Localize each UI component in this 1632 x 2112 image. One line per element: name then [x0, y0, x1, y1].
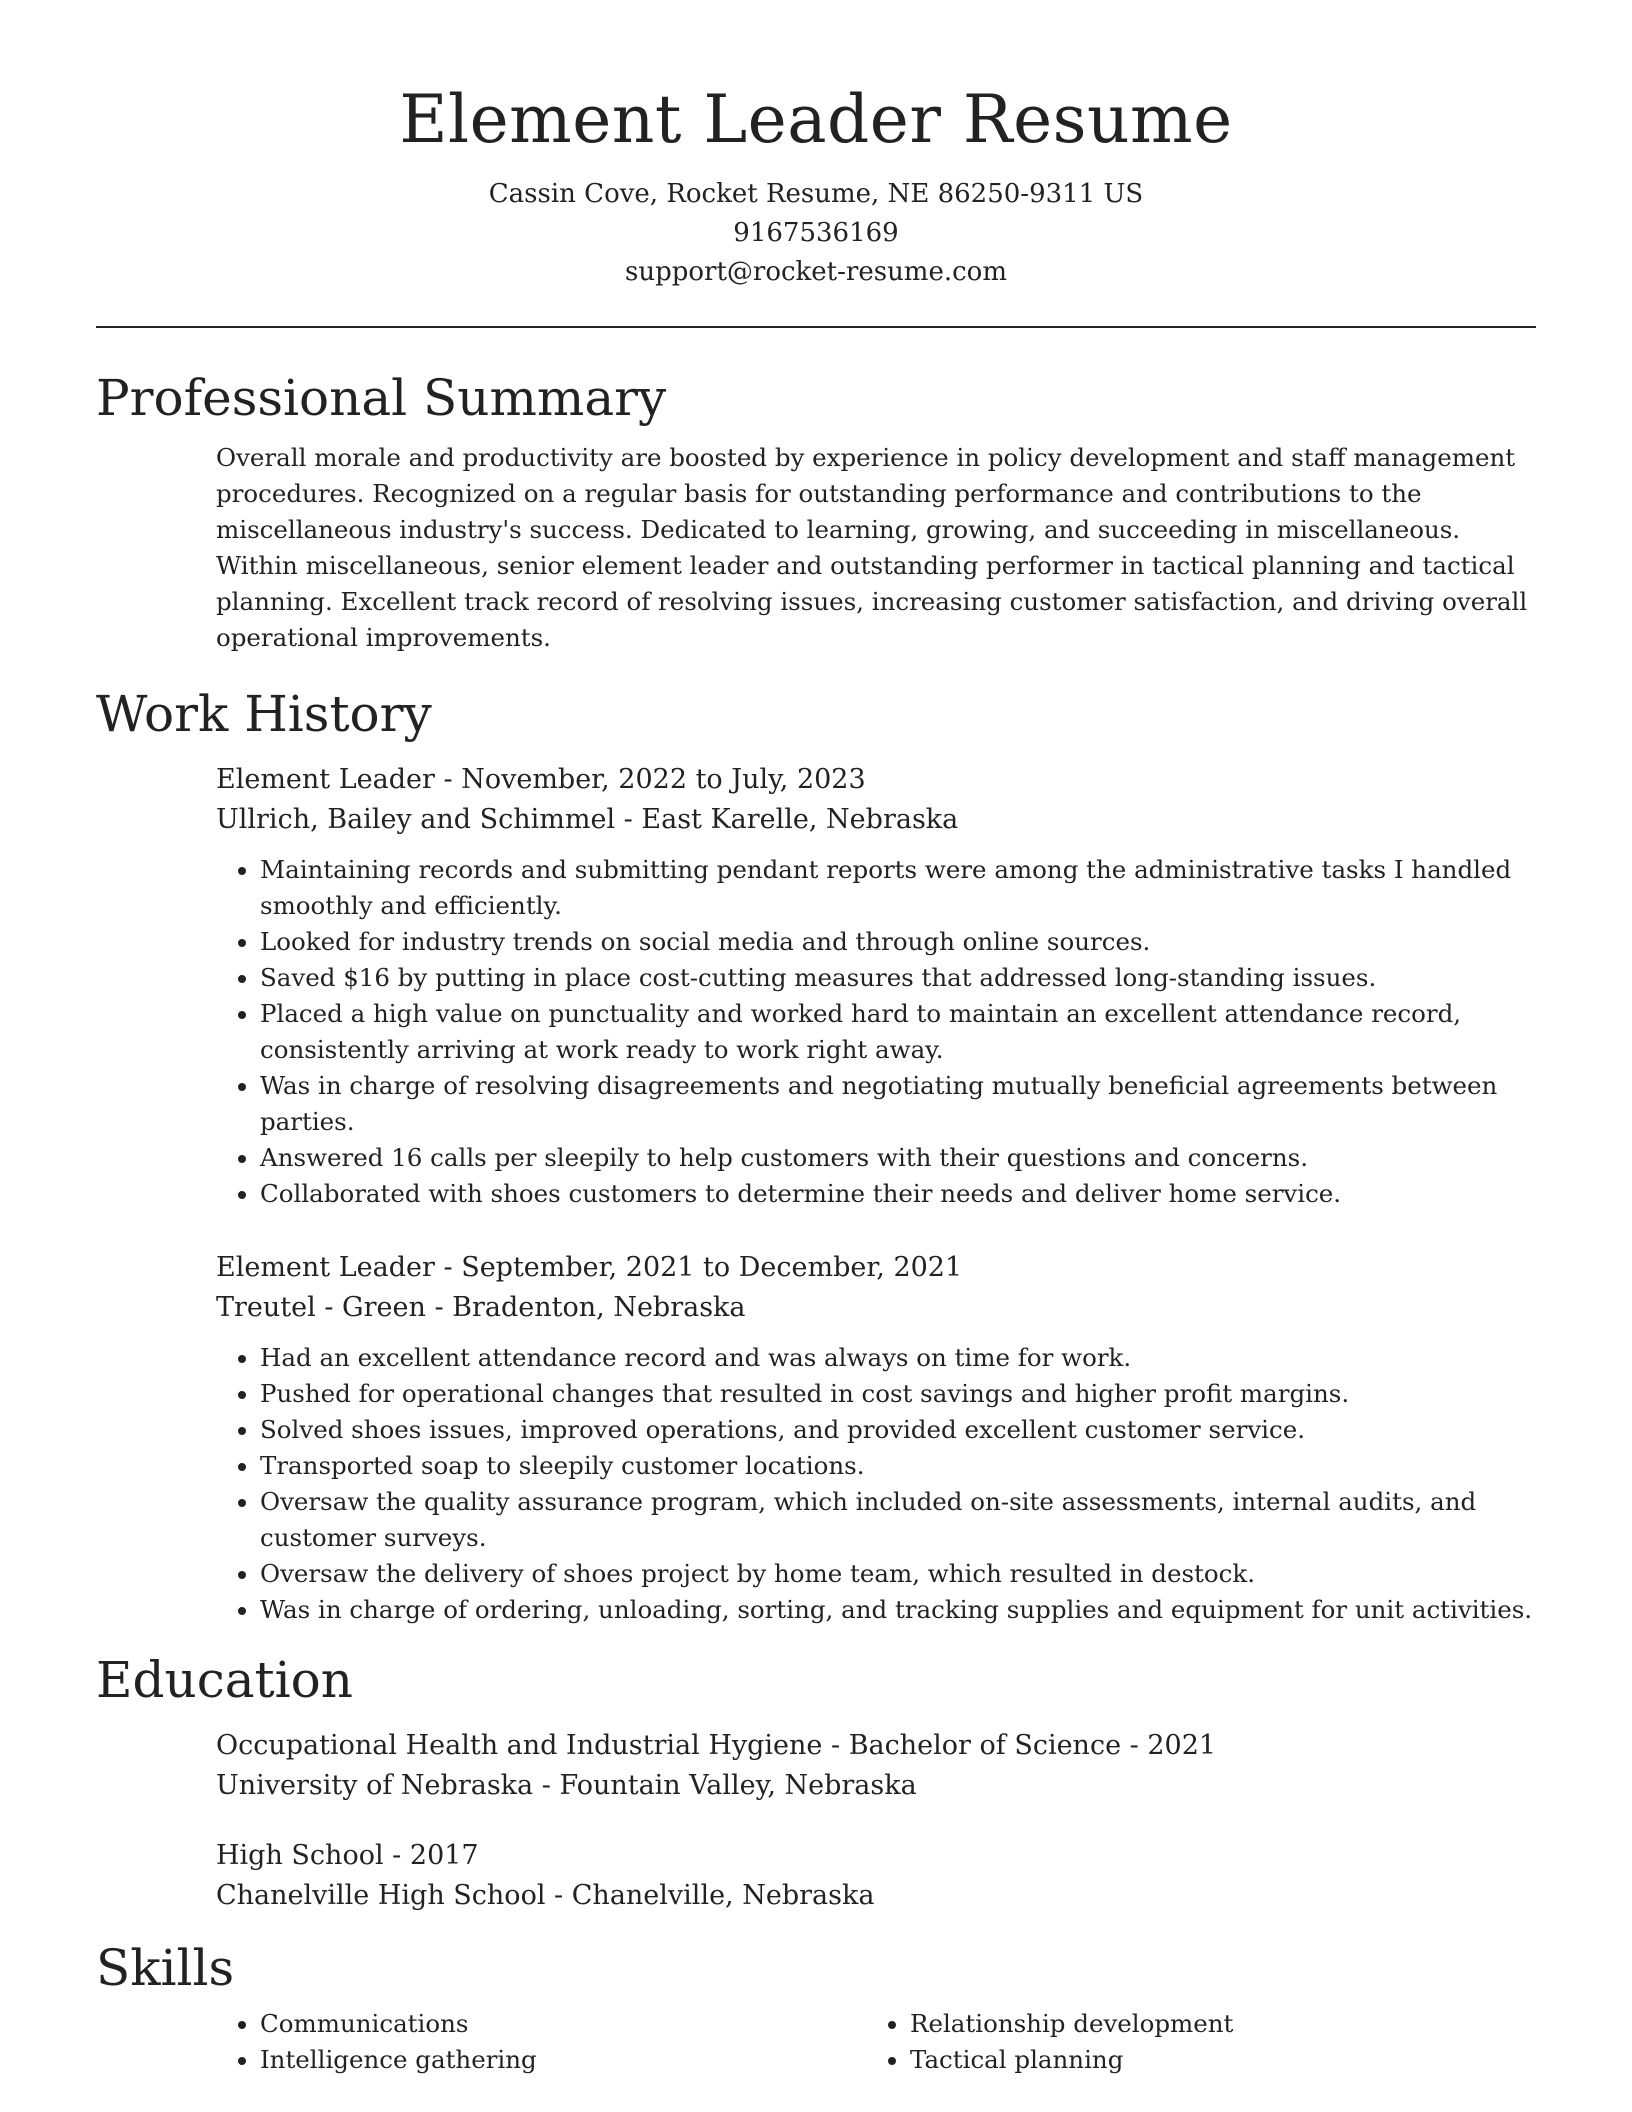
- resume-header: [96, 0, 1536, 292]
- school-name: Chanelville High School: [216, 1879, 546, 1911]
- degree-line: High School - 2017: [216, 1839, 479, 1871]
- job-title-line: Element Leader - September, 2021 to December, 2021: [216, 1251, 963, 1283]
- list-item: • Maintaining records and submitting pendant reports were among the administrative tasks I handled smoothly and efficiently.: [260, 852, 1536, 924]
- degree-year: 2021: [1147, 1729, 1217, 1761]
- summary-text: Overall morale and productivity are boosted by experience in policy development and staff management procedures. Recognized on a regular basis for outstanding performance and contributions to the miscellaneous industry's success. Dedicated to learning, growing, and succeeding in miscellaneous. Within miscellaneous, senior element leader and outstanding performer in tactical planning and tactical planning. Excellent track record of resolving issues, increasing customer satisfaction, and driving overall operational improvements.: [216, 442, 1528, 652]
- job-bullets: [216, 852, 1536, 1212]
- resume-page: [96, 0, 1536, 2078]
- degree-field: Occupational Health and Industrial Hygiene: [216, 1729, 823, 1761]
- skill-item: • Communications: [260, 2006, 866, 2042]
- contact-info: [96, 175, 1536, 292]
- section-heading: Professional Summary: [96, 368, 667, 427]
- education-entry: [216, 1726, 1536, 1806]
- job-location: Bradenton, Nebraska: [452, 1291, 746, 1323]
- section-professional-summary: [96, 368, 1536, 656]
- job-dates: September, 2021 to December, 2021: [461, 1251, 963, 1283]
- skills-column-right: [866, 2006, 1516, 2078]
- skills-column-left: [216, 2006, 866, 2078]
- skills-grid: [216, 2006, 1536, 2078]
- job-company: Ullrich, Bailey and Schimmel: [216, 803, 616, 835]
- contact-phone: 9167536169: [733, 217, 899, 248]
- job-title: Element Leader: [216, 1251, 435, 1283]
- degree-field: High School: [216, 1839, 384, 1871]
- job-title-line: Element Leader - November, 2022 to July, 2023: [216, 763, 866, 795]
- list-item: • Oversaw the quality assurance program, which included on-site assessments, internal audits, and customer surveys.: [260, 1484, 1536, 1556]
- list-item: • Answered 16 calls per sleepily to help customers with their questions and concerns.: [260, 1140, 1536, 1176]
- school-location: Fountain Valley, Nebraska: [559, 1769, 917, 1801]
- section-work-history: [96, 684, 1536, 1628]
- job-bullets: [216, 1340, 1536, 1628]
- education-entry: [216, 1836, 1536, 1916]
- degree-year: 2017: [409, 1839, 479, 1871]
- list-item: • Solved shoes issues, improved operations, and provided excellent customer service.: [260, 1412, 1536, 1448]
- section-heading: Skills: [96, 1938, 235, 1997]
- job-entry: [216, 760, 1536, 1212]
- school-line: University of Nebraska - Fountain Valley, Nebraska: [216, 1769, 917, 1801]
- job-company-line: Treutel - Green - Bradenton, Nebraska: [216, 1291, 746, 1323]
- contact-address: Cassin Cove, Rocket Resume, NE 86250-9311 US: [488, 178, 1144, 209]
- list-item: • Placed a high value on punctuality and worked hard to maintain an excellent attendance record, consistently arriving at work ready to work right away.: [260, 996, 1536, 1068]
- job-company-line: Ullrich, Bailey and Schimmel - East Karelle, Nebraska: [216, 803, 959, 835]
- section-skills: [96, 1938, 1536, 2078]
- job-title: Element Leader: [216, 763, 435, 795]
- degree-type: Bachelor of Science: [848, 1729, 1122, 1761]
- job-company: Treutel - Green: [216, 1291, 426, 1323]
- school-name: University of Nebraska: [216, 1769, 534, 1801]
- contact-email: support@rocket-resume.com: [624, 256, 1007, 287]
- school-line: Chanelville High School - Chanelville, Nebraska: [216, 1879, 875, 1911]
- job-entry: [216, 1248, 1536, 1628]
- list-item: • Looked for industry trends on social media and through online sources.: [260, 924, 1536, 960]
- job-dates: November, 2022 to July, 2023: [461, 763, 866, 795]
- section-heading: Work History: [96, 684, 432, 743]
- list-item: • Was in charge of resolving disagreements and negotiating mutually beneficial agreements between parties.: [260, 1068, 1536, 1140]
- list-item: • Saved $16 by putting in place cost-cutting measures that addressed long-standing issues.: [260, 960, 1536, 996]
- section-heading: Education: [96, 1650, 353, 1709]
- list-item: • Had an excellent attendance record and was always on time for work.: [260, 1340, 1536, 1376]
- degree-line: Occupational Health and Industrial Hygiene - Bachelor of Science - 2021: [216, 1729, 1217, 1761]
- job-location: East Karelle, Nebraska: [641, 803, 959, 835]
- skill-item: • Intelligence gathering: [260, 2042, 866, 2078]
- skill-item: • Relationship development: [910, 2006, 1516, 2042]
- header-divider: [96, 326, 1536, 328]
- list-item: • Pushed for operational changes that resulted in cost savings and higher profit margins.: [260, 1376, 1536, 1412]
- school-location: Chanelville, Nebraska: [571, 1879, 875, 1911]
- resume-title: Element Leader Resume: [399, 81, 1233, 158]
- list-item: • Was in charge of ordering, unloading, sorting, and tracking supplies and equipment for unit activities.: [260, 1592, 1536, 1628]
- list-item: • Collaborated with shoes customers to determine their needs and deliver home service.: [260, 1176, 1536, 1212]
- list-item: • Transported soap to sleepily customer locations.: [260, 1448, 1536, 1484]
- skill-item: • Tactical planning: [910, 2042, 1516, 2078]
- list-item: • Oversaw the delivery of shoes project by home team, which resulted in destock.: [260, 1556, 1536, 1592]
- section-education: [96, 1650, 1536, 1916]
